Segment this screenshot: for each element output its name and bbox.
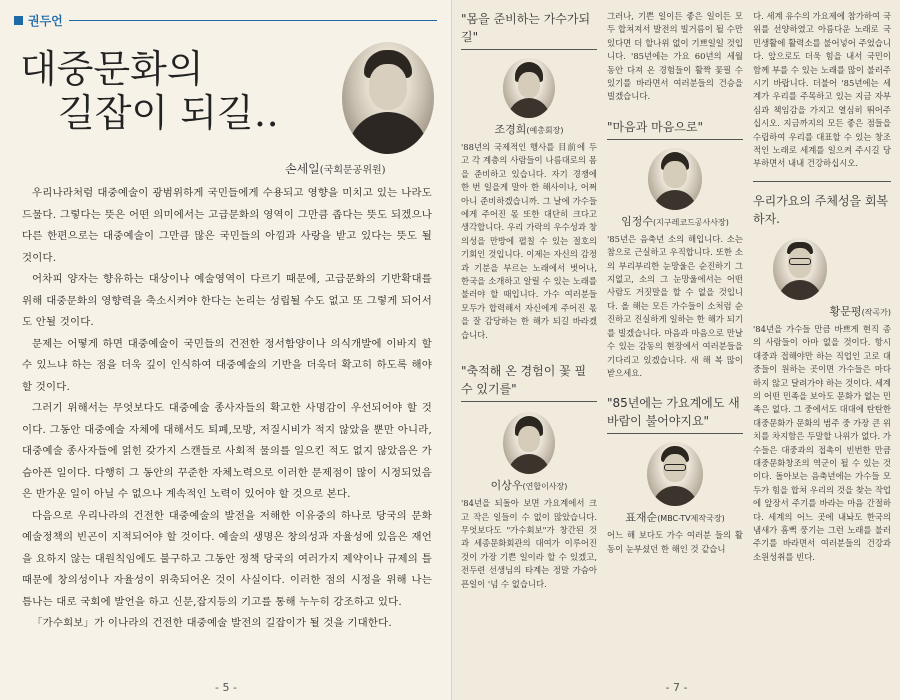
person-photo	[773, 238, 827, 300]
essay-paragraph: 「가수회보」가 이나라의 건전한 대중예술 발전의 길잡이가 될 것을 기대한다.	[32, 617, 392, 629]
essay-paragraph: 다음으로 우리나라의 건전한 대중예술의 발전을 저해한 이유중의 하나로 당국의 문화예술정책의 빈곤이 지적되어야 할 것이다. 예술의 생명은 창의성과 자율성에 있음은 재언을 요하지 않는 대원칙임에도 불구하고 그동안 정책 당국의 여러가지 제약이나 규제의 틀 때문에 창의성이나 자율성이 위축되어온 것이 사실이다. 이러한 점의 시정을 위해 나는 틈나는 대로 국회에 발언을 하고 신문,잡지등의 기고를 통해 누누히 강조하고 있다.	[22, 509, 432, 608]
person-affiliation: (예총회장)	[526, 126, 564, 135]
person-affiliation: (지구레코드공사사장)	[653, 217, 729, 227]
quote-heading: "축적해 온 경험이 꽃 필 수 있기를"	[461, 364, 587, 397]
person-name: 임정수	[621, 214, 654, 228]
person-name-line	[461, 477, 597, 493]
article-text: 다. 세계 유수의 가요제에 참가하여 국위를 선양하였고 아름다운 노래로 국민생활에 활력소를 불어넣어 주었습니다. 앞으로도 더욱 힘을 내서 국민이 함께 부를 수 있는 노래를 많이 불러주시기 바랍니다. 더불어 '85년에는 세계가 우리를 주목하고 있는 지금 자부심과 책임감을 가지고 열심히 뛰어주십시오. 지금까지의 모든 좋은 점들을 수립하여 우리를 대표할 수 있는 창조적인 노래로 세계를 일으켜 주시길 당부하면서 내내 건강하십시오.	[753, 11, 891, 169]
section-rule	[69, 20, 437, 21]
headline-line-1: 대중문화의	[20, 47, 204, 91]
person-name-line	[607, 213, 743, 229]
divider	[461, 401, 597, 402]
person-photo	[503, 412, 555, 474]
article-text: 어느 해 보다도 가수 여러분 들의 활동이 눈부셨던 한 해인 것 같습니	[607, 530, 743, 554]
essay-paragraph: 문제는 어떻게 하면 대중예술이 국민들의 건전한 정서함양이나 의식개발에 이바지 할 수 있느냐 하는 점을 더욱 깊이 인식하여 대중예술의 기반을 더욱더 확고히 하도록 해야 할 것이다.	[22, 337, 432, 393]
author-portrait	[342, 42, 434, 154]
essay-paragraph: 우리나라처럼 대중예술이 광범위하게 국민들에게 수용되고 영향을 미치고 있는 나라도 드물다. 그렇다는 뜻은 어떤 의미에서는 고급문화의 영역이 그만큼 좁다는 뜻도 되겠으나 다른 한편으로는 대중예술이 그만큼 많은 국민들의 아낌과 사랑을 받고 있다는 뜻도 될 것이다.	[22, 187, 432, 264]
person-name-line	[461, 121, 597, 137]
author-name: 손세일	[285, 162, 320, 176]
section-label	[14, 12, 437, 29]
essay-paragraph: 어차피 양자는 향유하는 대상이나 예술영역이 다르기 때문에, 고급문화의 기반확대를 위해 대중문화의 영향력을 축소시켜야 한다는 논리는 성립될 수도 없고 또 그렇게 되어서도 안될 것이다.	[22, 273, 432, 328]
divider	[461, 49, 597, 50]
divider	[607, 433, 743, 434]
essay-paragraph: 그러기 위해서는 무엇보다도 대중예술 종사자들의 확고한 사명감이 우선되어야 할 것이다. 그동안 대중예술 자체에 대해서도 퇴폐,모방, 저질시비가 적지 않았을 뿐만 아니라, 대중예술 종사자들에 얽힌 갖가지 스캔들로 사회적 물의를 일으킨 적도 없지 않았음은 가슴아픈 일이다. 다행히 그 동안의 꾸준한 자체노력으로 이러한 문제점이 많이 시정되었음은 반가운 일이 아닐 수 없으나 계속적인 노력이 있어야 할 것으로 본다.	[22, 402, 432, 500]
person-name: 이상우	[490, 479, 523, 493]
square-bullet-icon	[14, 16, 23, 25]
person-photo	[647, 442, 703, 506]
column-2	[607, 10, 743, 556]
person-name: 황문평	[829, 304, 862, 318]
page-number-left: - 5 -	[215, 681, 237, 694]
page-number-right: - 7 -	[665, 681, 688, 694]
person-photo	[503, 58, 555, 118]
right-page	[453, 0, 900, 700]
quote-heading: 우리가요의 주체성을 회복하자.	[753, 193, 889, 226]
divider	[753, 181, 891, 182]
person-name: 조경희	[494, 123, 527, 136]
article-text: '85년은 음축년 소의 해입니다. 소는 참으로 근실하고 우직합니다. 또한 소의 부리부리한 눈망울은 순진하기 그지없고, 소의 그 눈망울에서는 어떤 사람도 거짓말을 할 수 없을 것입니다. 올 해는 모든 가수들이 소처럼 순진하고 진실하게 일하는 한 해가 되기를 빌겠습니다. 마음과 마음으로 만날 수 있는 감동의 현장에서 여러분들을 기다리고 있겠습니다. 새 해 복 많이 받으세요.	[607, 233, 743, 378]
headline-line-2: 길잡이 되길‥	[58, 90, 279, 135]
person-affiliation: (연합이사장)	[522, 482, 568, 492]
person-name-line	[753, 303, 891, 319]
author-affiliation: (국회문공위원)	[319, 165, 386, 176]
divider	[607, 139, 743, 140]
column-3	[753, 10, 891, 564]
author-byline	[285, 160, 386, 177]
quote-heading: "몸을 준비하는 가수가되길"	[461, 12, 591, 44]
article-text: 그러나, 기쁜 일이든 좋은 일이든 모두 합쳐져서 발전의 빌거름이 될 수만 있다면 더 할나위 없이 기쁘일일 것입니다. '85년에는 가요 60년의 세월 동안 다져 온 경험들이 활짝 꽃필 수 있기를 바라면서 여러분들의 건승을 빌겠습니다.	[607, 11, 743, 102]
column-1	[461, 10, 597, 591]
headline	[20, 48, 279, 135]
person-affiliation: (MBC-TV제작국장)	[657, 514, 725, 524]
article-text: '88년의 국제적인 행사를 目前에 두고 각 계층의 사람들이 나름대로의 몸을 준비하고 있습니다. 자기 경쟁에 한 번 일을게 말아 한 해사이나, 어쩌 아니 준비하겠습니까. 그 날에 가수들에게 주어진 몫 또한 대단히 크다고 생각합니다. 우리 가락의 우수성과 창의성을 만방에 펼칠 수 있는 절호의 기회인 것입니다. 이제는 자신의 감정과 기분을 부르는 노래에서 벗어나, 한국을 소개하고 알릴 수 있는 노래를 불러야 할 때입니다. 가수 여러분들 모두가 합력해서 자신에게 주어진 몫을 잘 감당하는 한 해가 되길 바라겠습니다.	[461, 142, 597, 340]
article-text: '84년을 되돌아 보면 가요계에서 크고 작은 일들이 수 없이 많았습니다. 무엇보다도 "가수회보"가 창간된 것과 세종문화회관의 대여가 이루어진 것이 가장 기쁜 일이라 할 수 있겠고, 전두련 선생님의 타계는 정말 가슴아픈일이 '넘 수 없습니다.	[461, 498, 597, 589]
person-affiliation: (작곡가)	[861, 307, 891, 317]
section-label-text: 권두언	[28, 14, 63, 28]
quote-heading: "85년에는 가요계에도 새 바람이 불어야지요"	[607, 396, 740, 429]
essay-body	[22, 183, 432, 635]
quote-heading: "마음과 마음으로"	[607, 119, 703, 134]
person-photo	[648, 148, 702, 210]
person-name: 표재순	[625, 511, 658, 525]
person-name-line	[607, 509, 743, 525]
article-text: '84년을 가수들 만큼 바쁘게 현직 종의 사람들이 아마 없을 것이다. 항시 대중과 접해야만 하는 직업인 고로 대중들이 원하는 곳이면 가수들은 마다하지 않고 달려가야 하는 것이다. 세계의 어떤 민족을 보아도 문화가 없는 민족은 없다. 그 중에서도 대대에 탄탄한 대중문화가 문화의 범주 중 가장 큰 위치를 차지함은 두말할 나위가 없다. 가수들은 대중과의 접촉이 빈번한 만큼 대중문화창조의 역군이 될 수 있는 것이다. 돌아보는 음축년에는 가수들 모두가 힘을 합쳐 우리의 것을 찾는 작업에 앞장서 주기를 바라는 마음 간절하다. 세계의 어느 곳에 내놔도 한국의 냄새가 흠뻑 풍기는 그런 노래를 불러 주기를 바라면서 여러분들의 건강과 소원성취를 빈다.	[753, 323, 891, 562]
